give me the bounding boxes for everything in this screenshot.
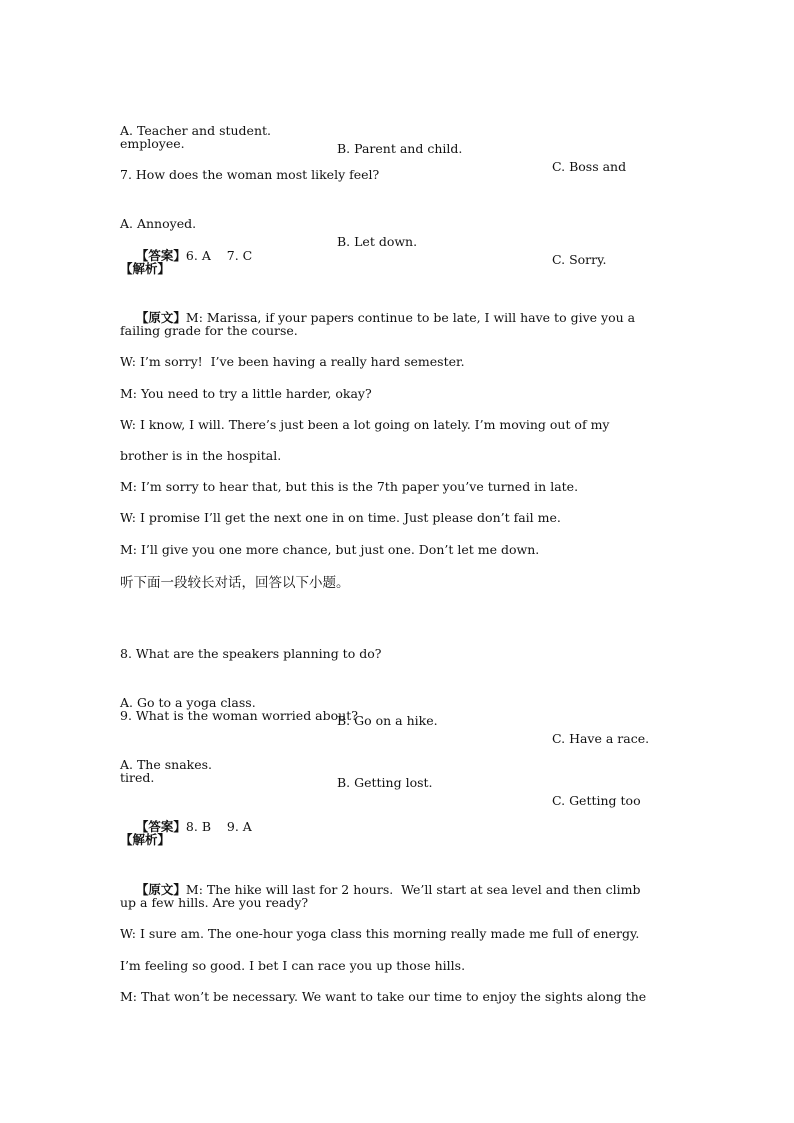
q6-choice-c-continued: employee.: [120, 136, 185, 151]
q7-question: 7. How does the woman most likely feel?: [120, 167, 380, 182]
transcript-line: M: That won’t be necessary. We want to take our time to enjoy the sights along the: [120, 989, 647, 1004]
transcript-text: M: Marissa, if your papers continue to be late, I will have to give you a: [185, 310, 636, 325]
q8-choice-c: C. Have a race.: [552, 731, 650, 746]
transcript-label: 【原文】: [135, 310, 186, 325]
transcript-line: W: I promise I’ll get the next one in on time. Just please don’t fail me.: [120, 510, 561, 525]
q9-choice-c-continued: tired.: [120, 770, 155, 785]
q9-choice-c: C. Getting too: [552, 793, 641, 808]
transcript-line: W: I sure am. The one-hour yoga class this morning really made me full of energy.: [120, 926, 640, 941]
transcript-line: [120, 863, 680, 897]
transcript-text: M: The hike will last for 2 hours. We’ll start at sea level and then climb: [185, 882, 641, 897]
q8-choice-a: A. Go to a yoga class.: [120, 695, 256, 710]
section-instruction: 听下面一段较长对话，回答以下小题。: [120, 575, 350, 591]
analysis-label-1: 【解析】: [120, 261, 171, 276]
transcript-label: 【原文】: [135, 882, 186, 897]
answer-text: 6. A 7. C: [185, 248, 253, 263]
transcript-line: failing grade for the course.: [120, 323, 298, 338]
q7-choice-b: B. Let down.: [337, 234, 418, 249]
q8-question: 8. What are the speakers planning to do?: [120, 646, 382, 661]
transcript-line: brother is in the hospital.: [120, 448, 282, 463]
q6-choice-b: B. Parent and child.: [337, 141, 463, 156]
transcript-line: M: I’m sorry to hear that, but this is the 7th paper you’ve turned in late.: [120, 479, 579, 494]
transcript-line: I’m feeling so good. I bet I can race you up those hills.: [120, 958, 466, 973]
transcript-line: [120, 291, 680, 325]
answer-label: 【答案】: [135, 248, 186, 263]
q9-choice-a: A. The snakes.: [120, 757, 213, 772]
analysis-label-2: 【解析】: [120, 832, 171, 847]
answer-line-2: [120, 800, 680, 834]
q7-choice-c: C. Sorry.: [552, 252, 607, 267]
transcript-line: W: I’m sorry! I’ve been having a really hard semester.: [120, 354, 465, 369]
answer-label: 【答案】: [135, 819, 186, 834]
q6-choice-a: A. Teacher and student.: [120, 123, 272, 138]
q9-choice-b: B. Getting lost.: [337, 775, 433, 790]
answer-text: 8. B 9. A: [185, 819, 252, 834]
transcript-line: W: I know, I will. There’s just been a lot going on lately. I’m moving out of my: [120, 417, 610, 432]
q9-question: 9. What is the woman worried about?: [120, 708, 358, 723]
transcript-line: M: You need to try a little harder, okay?: [120, 386, 372, 401]
q7-choice-a: A. Annoyed.: [120, 216, 197, 231]
q6-choice-c: C. Boss and: [552, 159, 627, 174]
transcript-line: M: I’ll give you one more chance, but just one. Don’t let me down.: [120, 542, 540, 557]
transcript-line: up a few hills. Are you ready?: [120, 895, 309, 910]
q8-choice-b: B. Go on a hike.: [337, 713, 438, 728]
